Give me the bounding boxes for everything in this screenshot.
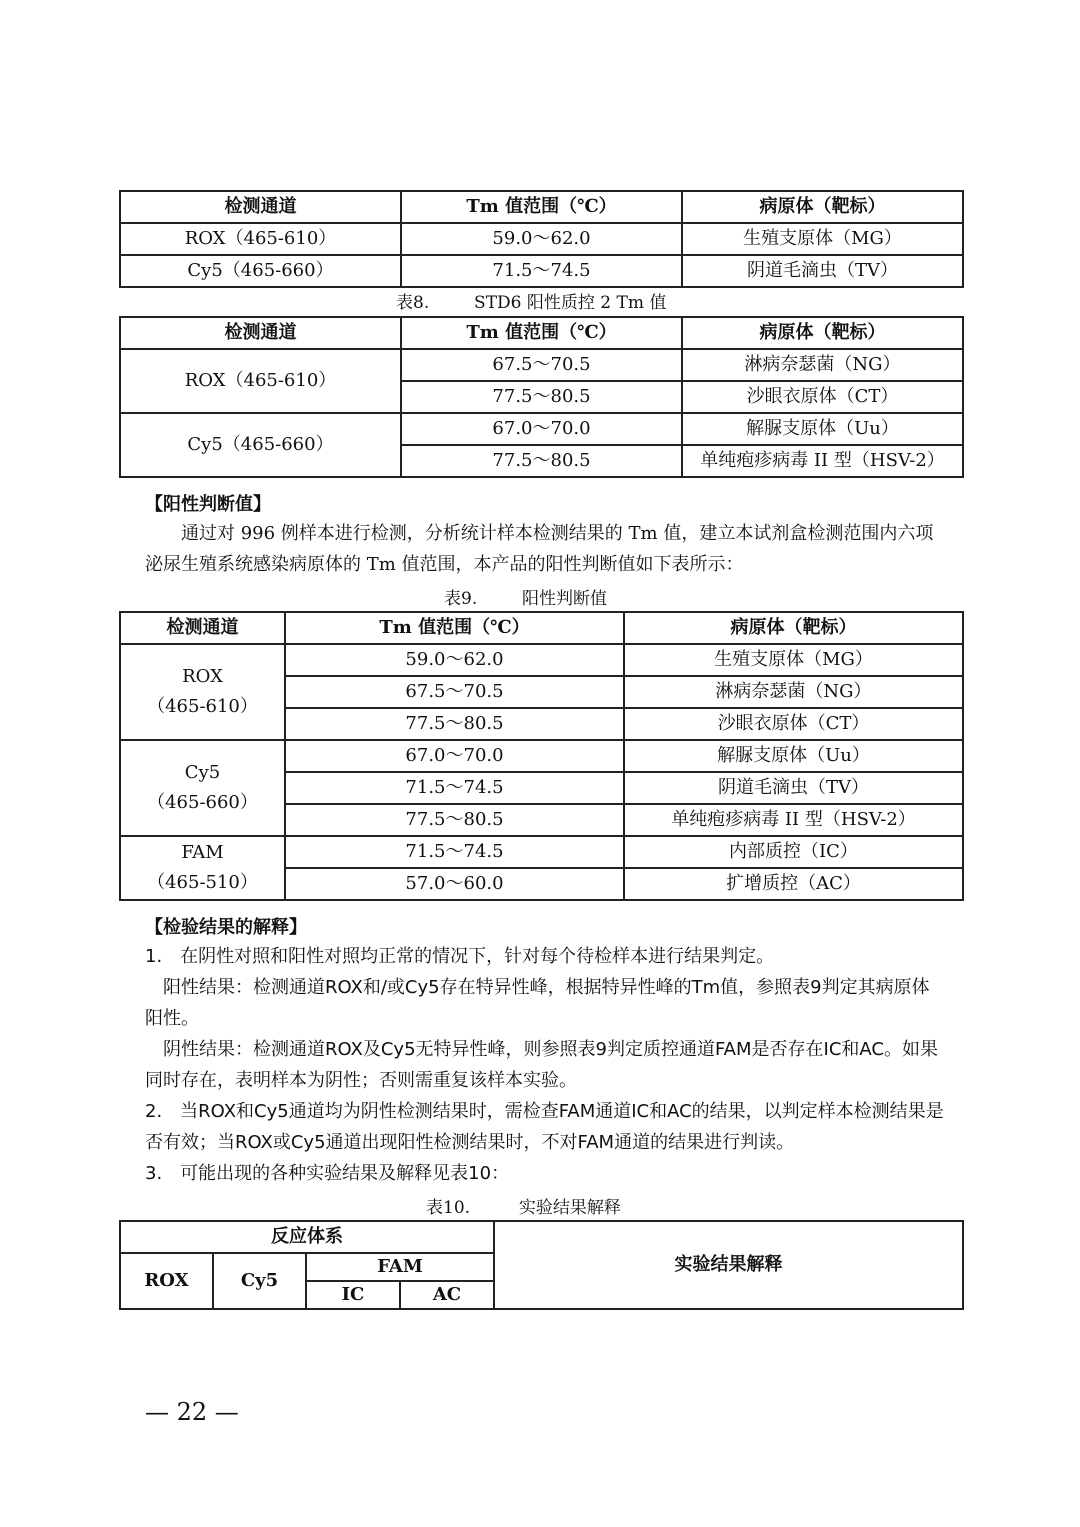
header-ac: AC	[400, 1281, 494, 1309]
cell-channel: ROX（465-610）	[120, 349, 401, 413]
table-top	[119, 190, 964, 288]
header-cy5: Cy5	[213, 1253, 306, 1309]
cell-tm: 67.0～70.0	[285, 740, 624, 772]
cell-tm: 77.5～80.5	[285, 708, 624, 740]
paragraph-negative-result: 阴性结果：检测通道ROX及Cy5无特异性峰，则参照表9判定质控通道FAM是否存在IC和AC。如果同时存在，表明样本为阴性；否则需重复该样本实验。	[145, 1039, 938, 1091]
table8	[119, 316, 964, 478]
table-row	[120, 255, 963, 287]
cell-pathogen: 单纯疱疹病毒 II 型（HSV-2）	[682, 445, 963, 477]
cell-pathogen: 单纯疱疹病毒 II 型（HSV-2）	[624, 804, 963, 836]
cell-pathogen: 解脲支原体（Uu）	[682, 413, 963, 445]
cell-channel	[120, 644, 285, 740]
cell-tm: 59.0～62.0	[401, 223, 682, 255]
channel-range: （465-610）	[147, 696, 258, 717]
cell-pathogen: 阴道毛滴虫（TV）	[682, 255, 963, 287]
table10-caption	[426, 1193, 621, 1218]
cell-channel	[120, 836, 285, 900]
table9	[119, 611, 964, 901]
paragraph-positive-result: 阳性结果：检测通道ROX和/或Cy5存在特异性峰，根据特异性峰的Tm值，参照表9判定其病原体阳性。	[145, 977, 930, 1029]
header-tm-range: Tm 值范围（℃）	[285, 612, 624, 644]
table9-caption-text: 阳性判断值	[522, 589, 608, 609]
header-channel: 检测通道	[120, 612, 285, 644]
cell-tm: 77.5～80.5	[401, 381, 682, 413]
paragraph-item2: 2. 当ROX和Cy5通道均为阴性检测结果时，需检查FAM通道IC和AC的结果，以判定样本检测结果是否有效；当ROX或Cy5通道出现阳性检测结果时，不对FAM通道的结果进行判读。	[145, 1101, 944, 1153]
cell-tm: 67.5～70.5	[401, 349, 682, 381]
paragraph-positive: 通过对 996 例样本进行检测，分析统计样本检测结果的 Tm 值，建立本试剂盒检测范围内六项泌尿生殖系统感染病原体的 Tm 值范围，本产品的阳性判断值如下表所示：	[145, 523, 934, 575]
table-row	[120, 223, 963, 255]
cell-channel: Cy5（465-660）	[120, 413, 401, 477]
cell-pathogen: 解脲支原体（Uu）	[624, 740, 963, 772]
table10-caption-text: 实验结果解释	[518, 1198, 621, 1218]
cell-tm: 57.0～60.0	[285, 868, 624, 900]
cell-channel: ROX（465-610）	[120, 223, 401, 255]
header-tm-range: Tm 值范围（℃）	[401, 191, 682, 223]
cell-pathogen: 内部质控（IC）	[624, 836, 963, 868]
cell-tm: 77.5～80.5	[285, 804, 624, 836]
cell-channel	[120, 740, 285, 836]
cell-pathogen: 扩增质控（AC）	[624, 868, 963, 900]
channel-range: （465-510）	[147, 872, 258, 893]
cell-pathogen: 沙眼衣原体（CT）	[682, 381, 963, 413]
header-reaction-system: 反应体系	[120, 1221, 494, 1253]
header-rox: ROX	[120, 1253, 213, 1309]
cell-tm: 71.5～74.5	[285, 836, 624, 868]
table-row	[120, 644, 963, 676]
table8-caption	[396, 288, 666, 313]
channel-name: Cy5	[184, 762, 221, 783]
cell-pathogen: 淋病奈瑟菌（NG）	[682, 349, 963, 381]
header-channel: 检测通道	[120, 317, 401, 349]
cell-tm: 67.5～70.5	[285, 676, 624, 708]
channel-name: FAM	[181, 842, 224, 863]
cell-tm: 67.0～70.0	[401, 413, 682, 445]
table-row	[120, 836, 963, 868]
header-pathogen: 病原体（靶标）	[682, 191, 963, 223]
header-channel: 检测通道	[120, 191, 401, 223]
table-row	[120, 413, 963, 445]
table8-caption-text: STD6 阳性质控 2 Tm 值	[474, 293, 667, 313]
cell-pathogen: 生殖支原体（MG）	[682, 223, 963, 255]
cell-channel: Cy5（465-660）	[120, 255, 401, 287]
section-heading-positive: 【阳性判断值】	[145, 494, 271, 515]
channel-range: （465-660）	[147, 792, 258, 813]
header-pathogen: 病原体（靶标）	[682, 317, 963, 349]
cell-pathogen: 沙眼衣原体（CT）	[624, 708, 963, 740]
section-heading-interpretation: 【检验结果的解释】	[145, 917, 307, 938]
cell-tm: 71.5～74.5	[401, 255, 682, 287]
table10	[119, 1220, 964, 1310]
page-number: — 22 —	[145, 1398, 239, 1426]
paragraph-item1: 1. 在阴性对照和阳性对照均正常的情况下，针对每个待检样本进行结果判定。	[145, 946, 775, 967]
paragraph-item3: 3. 可能出现的各种实验结果及解释见表10：	[145, 1163, 510, 1184]
cell-pathogen: 生殖支原体（MG）	[624, 644, 963, 676]
cell-tm: 77.5～80.5	[401, 445, 682, 477]
cell-pathogen: 淋病奈瑟菌（NG）	[624, 676, 963, 708]
header-interpretation: 实验结果解释	[494, 1221, 963, 1309]
table-row	[120, 740, 963, 772]
header-pathogen: 病原体（靶标）	[624, 612, 963, 644]
table8-caption-number: 表8.	[396, 293, 430, 313]
table9-caption-number: 表9.	[444, 589, 478, 609]
table9-caption	[444, 584, 607, 609]
header-ic: IC	[306, 1281, 400, 1309]
channel-name: ROX	[182, 666, 223, 687]
cell-pathogen: 阴道毛滴虫（TV）	[624, 772, 963, 804]
cell-tm: 71.5～74.5	[285, 772, 624, 804]
header-fam: FAM	[306, 1253, 494, 1281]
table-row	[120, 349, 963, 381]
header-tm-range: Tm 值范围（℃）	[401, 317, 682, 349]
table10-caption-number: 表10.	[426, 1198, 471, 1218]
cell-tm: 59.0～62.0	[285, 644, 624, 676]
